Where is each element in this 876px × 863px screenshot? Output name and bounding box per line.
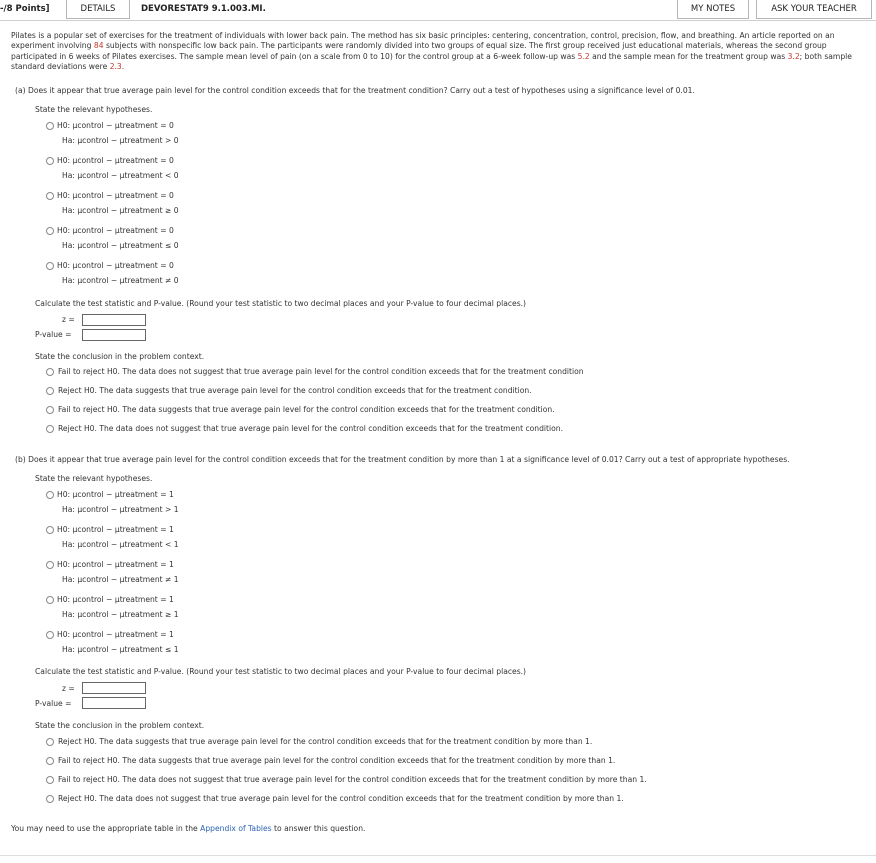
part-a-conclusion-label: State the conclusion in the problem context. xyxy=(35,352,205,361)
part-a-hypothesis-radio-2[interactable] xyxy=(46,157,54,165)
part-b-conclusion-label: State the conclusion in the problem context. xyxy=(35,721,205,730)
part-a-hypothesis-radio-3[interactable] xyxy=(46,192,54,200)
part-b-ha-2: Ha: μcontrol − μtreatment < 1 xyxy=(62,540,179,549)
part-a-hypothesis-radio-5[interactable] xyxy=(46,262,54,270)
footer-note xyxy=(11,824,365,833)
part-a-ha-2: Ha: μcontrol − μtreatment < 0 xyxy=(62,171,179,180)
part-b-conclusion-2: Fail to reject H0. The data suggests that true average pain level for the control condition exceeds that for the treatment condition by more than 1. xyxy=(58,756,616,765)
part-b-conclusion-radio-1[interactable] xyxy=(46,738,54,746)
part-b-hypothesis-radio-5[interactable] xyxy=(46,631,54,639)
intro-text-1: Pilates is a popular set of exercises for the treatment of individuals with lower back pain. The method has six basic principles: centering, concentration, control, precision, flow, and breathing. An article reported on an experiment involving xyxy=(11,31,835,51)
part-a-state-hypotheses: State the relevant hypotheses. xyxy=(35,105,153,114)
part-a-conclusion-radio-1[interactable] xyxy=(46,368,54,376)
part-b-conclusion-3: Fail to reject H0. The data does not suggest that true average pain level for the control condition exceeds that for the treatment condition by more than 1. xyxy=(58,775,647,784)
part-b-conclusion-4: Reject H0. The data does not suggest that true average pain level for the control condition exceeds that for the treatment condition by more than 1. xyxy=(58,794,624,803)
part-b-calc-instructions: Calculate the test statistic and P-value. (Round your test statistic to two decimal places and your P-value to four decimal places.) xyxy=(35,667,527,676)
part-a-z-input[interactable] xyxy=(82,314,146,326)
top-bar xyxy=(0,0,876,21)
part-b-z-input[interactable] xyxy=(82,682,146,694)
part-a-z-label: z = xyxy=(62,315,75,324)
part-a-calc-instructions: Calculate the test statistic and P-value. (Round your test statistic to two decimal places and your P-value to four decimal places.) xyxy=(35,299,527,308)
part-b-h0-4: H0: μcontrol − μtreatment = 1 xyxy=(57,595,174,604)
part-a-p-input[interactable] xyxy=(82,329,146,341)
part-a-h0-3: H0: μcontrol − μtreatment = 0 xyxy=(57,191,174,200)
part-a-conclusion-3: Fail to reject H0. The data suggests that true average pain level for the control condition exceeds that for the treatment condition. xyxy=(58,405,555,414)
part-a-conclusion-radio-4[interactable] xyxy=(46,425,54,433)
intro-text-2: subjects with nonspecific low back pain. The participants were randomly divided into two groups of equal size. The first group received just educational materials, whereas the second group participated in 6 weeks of Pilates exercises. The sample mean level of pain (on a scale from 0 to 10) for the control group at a 6-week follow-up was xyxy=(11,41,827,61)
intro-text-4: ; both sample standard deviations were xyxy=(11,51,852,72)
part-a-h0-4: H0: μcontrol − μtreatment = 0 xyxy=(57,226,174,235)
part-b-h0-2: H0: μcontrol − μtreatment = 1 xyxy=(57,525,174,534)
part-b-hypothesis-radio-2[interactable] xyxy=(46,526,54,534)
intro-text-3: and the sample mean for the treatment group was xyxy=(589,51,788,61)
footer-text-1: You may need to use the appropriate table in the xyxy=(11,824,201,833)
part-b-z-label: z = xyxy=(62,684,75,693)
intro-text-5: . xyxy=(121,62,125,72)
part-a-h0-2: H0: μcontrol − μtreatment = 0 xyxy=(57,156,174,165)
part-b-state-hypotheses: State the relevant hypotheses. xyxy=(35,474,153,483)
part-a-p-label: P-value = xyxy=(35,330,72,339)
part-a-conclusion-4: Reject H0. The data does not suggest that true average pain level for the control condition exceeds that for the treatment condition. xyxy=(58,424,563,433)
part-a-conclusion-radio-2[interactable] xyxy=(46,387,54,395)
part-b-p-input[interactable] xyxy=(82,697,146,709)
sample-size: 84 xyxy=(93,41,104,51)
part-b-conclusion-radio-3[interactable] xyxy=(46,776,54,784)
part-a-h0-5: H0: μcontrol − μtreatment = 0 xyxy=(57,261,174,270)
part-b-hypothesis-radio-3[interactable] xyxy=(46,561,54,569)
part-b-p-label: P-value = xyxy=(35,699,72,708)
part-b-h0-1: H0: μcontrol − μtreatment = 1 xyxy=(57,490,174,499)
details-button[interactable]: DETAILS xyxy=(66,0,130,19)
part-b-h0-5: H0: μcontrol − μtreatment = 1 xyxy=(57,630,174,639)
part-a-conclusion-2: Reject H0. The data suggests that true average pain level for the control condition exceeds that for the treatment condition. xyxy=(58,386,532,395)
part-a-question: (a) Does it appear that true average pain level for the control condition exceeds that for the treatment condition? Carry out a test of hypotheses using a significance level of 0.01. xyxy=(15,86,695,95)
bottom-divider xyxy=(0,855,876,856)
part-b-ha-4: Ha: μcontrol − μtreatment ≥ 1 xyxy=(62,610,179,619)
part-a-ha-1: Ha: μcontrol − μtreatment > 0 xyxy=(62,136,179,145)
part-a-hypothesis-radio-4[interactable] xyxy=(46,227,54,235)
appendix-link[interactable]: Appendix of Tables xyxy=(200,824,272,833)
part-a-hypothesis-radio-1[interactable] xyxy=(46,122,54,130)
std-dev: 2.3 xyxy=(109,62,122,72)
part-b-conclusion-1: Reject H0. The data suggests that true average pain level for the control condition exceeds that for the treatment condition by more than 1. xyxy=(58,737,593,746)
part-a-h0-1: H0: μcontrol − μtreatment = 0 xyxy=(57,121,174,130)
problem-code: DEVORESTAT9 9.1.003.MI. xyxy=(141,4,266,14)
part-b-hypothesis-radio-1[interactable] xyxy=(46,491,54,499)
my-notes-button[interactable]: MY NOTES xyxy=(677,0,749,19)
part-b-ha-3: Ha: μcontrol − μtreatment ≠ 1 xyxy=(62,575,179,584)
mean-treatment: 3.2 xyxy=(787,51,800,61)
problem-intro xyxy=(11,31,863,73)
mean-control: 5.2 xyxy=(577,51,590,61)
points-label: -/8 Points] xyxy=(0,4,50,14)
part-b-h0-3: H0: μcontrol − μtreatment = 1 xyxy=(57,560,174,569)
part-a-conclusion-1: Fail to reject H0. The data does not suggest that true average pain level for the control condition exceeds that for the treatment condition xyxy=(58,367,584,376)
part-a-ha-4: Ha: μcontrol − μtreatment ≤ 0 xyxy=(62,241,179,250)
part-a-ha-3: Ha: μcontrol − μtreatment ≥ 0 xyxy=(62,206,179,215)
part-b-ha-5: Ha: μcontrol − μtreatment ≤ 1 xyxy=(62,645,179,654)
part-b-conclusion-radio-4[interactable] xyxy=(46,795,54,803)
part-b-conclusion-radio-2[interactable] xyxy=(46,757,54,765)
footer-text-2: to answer this question. xyxy=(271,824,366,833)
part-a-ha-5: Ha: μcontrol − μtreatment ≠ 0 xyxy=(62,276,179,285)
ask-teacher-button[interactable]: ASK YOUR TEACHER xyxy=(756,0,872,19)
part-b-question: (b) Does it appear that true average pain level for the control condition exceeds that for the treatment condition by more than 1 at a significance level of 0.01? Carry out a test of appropriate hypotheses. xyxy=(15,455,790,464)
part-b-ha-1: Ha: μcontrol − μtreatment > 1 xyxy=(62,505,179,514)
part-a-conclusion-radio-3[interactable] xyxy=(46,406,54,414)
part-b-hypothesis-radio-4[interactable] xyxy=(46,596,54,604)
